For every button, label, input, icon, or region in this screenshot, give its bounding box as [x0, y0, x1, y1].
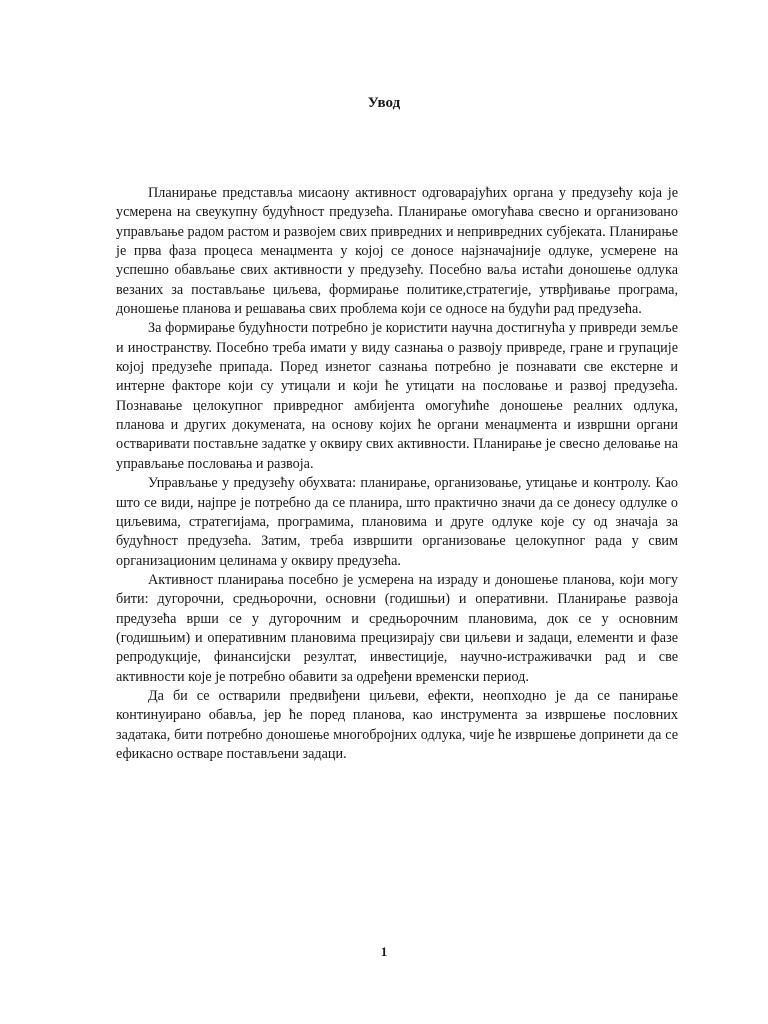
paragraph-4: Активност планирања посебно је усмерена на израду и доношење планова, који могу бити: дугорочни, средњорочни, основни (годишњи) и оперативни. Планирање развоја предузећа врши се у дугорочним и средњорочним плановима, док се у основним (годишњим) и оперативним плановима прецизирају сви циљеви и задаци, елементи и фазе репродукције, финансијски резултат, инвестиције, научно-истраживачки рад и све активности које је потребно обавити за одређени временски период. — [116, 571, 678, 685]
paragraph-2: За формирање будућности потребно је користити научна достигнућа у привреди земље и иностранству. Посебно треба имати у виду сазнања о развоју привреде, гране и групације којој предузеће припада. Поред изнетог сазнања потребно је познавати све екстерне и интерне факторе који су утицали и који ће утицати на пословање и развој предузећа. Познавање целокупног привредног амбијента омогућиће доношење реалних одлука, планова и других докумената, на основу којих ће органи менаџмента и извршни органи остваривати постављне задатке у оквиру свих активности. Планирање је свесно деловање на управљање пословања и развоја. — [116, 320, 678, 472]
paragraph-5: Да би се остварили предвиђени циљеви, ефекти, неопходно је да се панирање континуирано обавља, јер ће поред планова, као инструмента за извршење пословних задатака, бити потребно доношење многобројних одлука, чије ће извршење допринети да се ефикасно остваре постављени задаци. — [116, 687, 678, 762]
page-number: 1 — [380, 944, 388, 959]
page-title: Увод — [367, 95, 401, 111]
paragraph-1: Планирање представља мисаону активност одговарајућих органа у предузећу која је усмерена на свеукупну будућност предузећа. Планирање омогућава свесно и организовано управљање радом растом и развојем свих привредних и непривредних субјеката. Планирање је прва фаза процеса менаџмента у којој се доносе најзначајније одлуке, усмерене на успешно обављање свих активности у предузећу. Посебно ваља истаћи доношење одлука везаних за постављање циљева, формирање политике,стратегије, утврђивање програма, доношење планова и решавања свих проблема који се односе на будући рад предузећа. — [116, 185, 678, 318]
body-text — [116, 184, 678, 764]
paragraph-3: Управљање у предузећу обухвата: планирање, организовање, утицање и контролу. Као што се види, најпре је потребно да се планира, што практично значи да се донесу одлулке о циљевима, стратегијама, програмима, плановима и друге одлуке које су од значаја за будућност предузећа. Затим, треба извршити организовање целокупног рада у свим организационим целинама у оквиру предузећа. — [116, 475, 678, 569]
